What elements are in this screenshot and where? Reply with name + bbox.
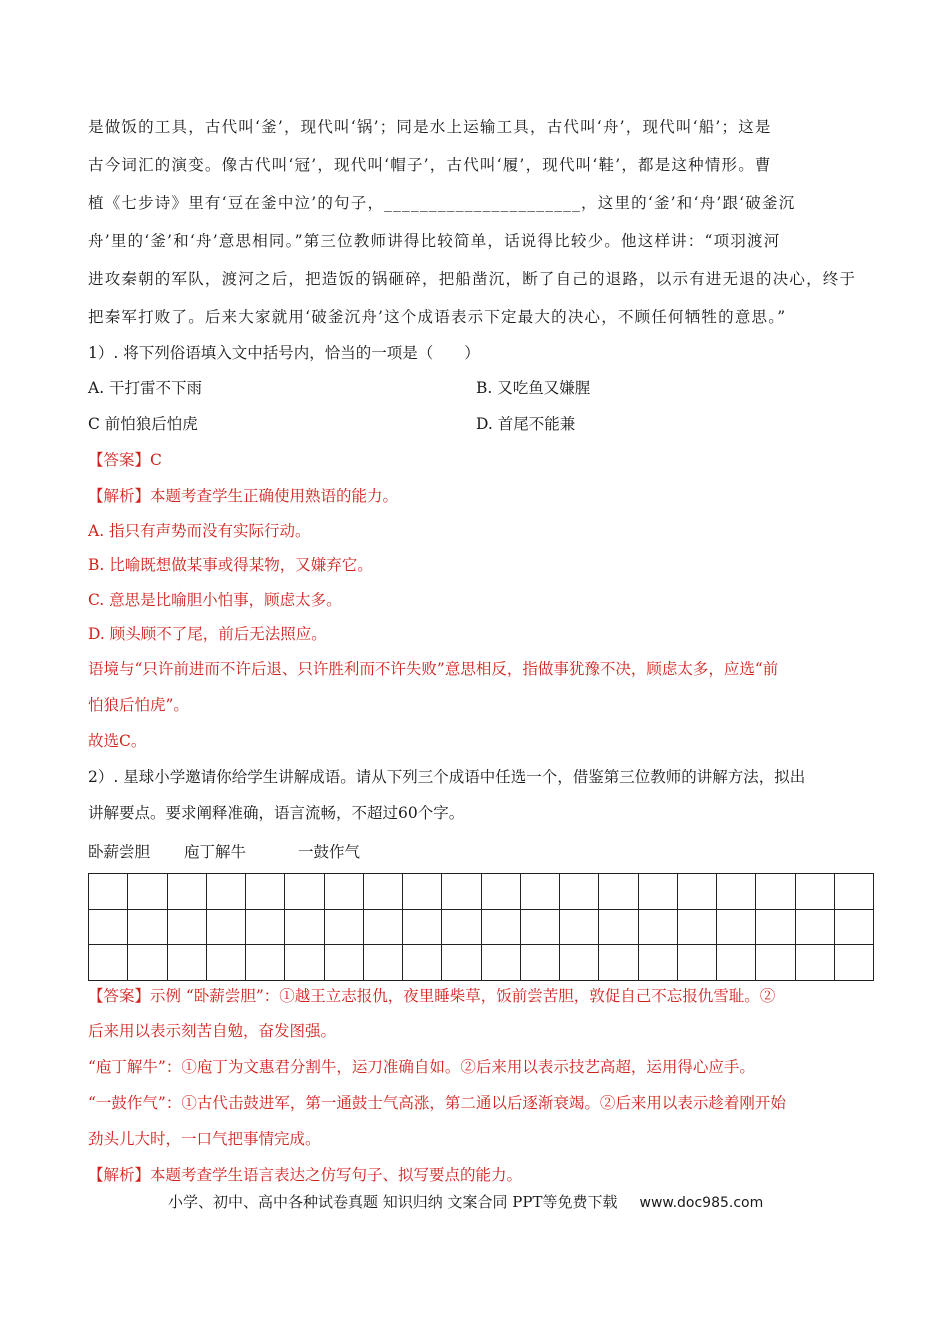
grid-cell[interactable] — [834, 909, 873, 945]
grid-cell[interactable] — [324, 945, 363, 981]
grid-cell[interactable] — [795, 909, 834, 945]
grid-cell[interactable] — [481, 909, 520, 945]
grid-cell[interactable] — [834, 945, 873, 981]
grid-cell[interactable] — [167, 909, 206, 945]
grid-cell[interactable] — [638, 945, 677, 981]
option-a: A. 干打雷不下雨 — [88, 379, 203, 397]
grid-cell[interactable] — [363, 874, 402, 910]
grid-row — [89, 945, 874, 981]
grid-cell[interactable] — [442, 909, 481, 945]
answer-writing-grid[interactable] — [88, 873, 874, 981]
analysis-line: D. 顾头顾不了尾，前后无法照应。 — [88, 625, 327, 643]
analysis-line: A. 指只有声势而没有实际行动。 — [88, 522, 311, 540]
grid-cell[interactable] — [128, 909, 167, 945]
grid-cell[interactable] — [677, 874, 716, 910]
grid-cell[interactable] — [717, 909, 756, 945]
grid-cell[interactable] — [756, 909, 795, 945]
grid-cell[interactable] — [520, 909, 559, 945]
grid-cell[interactable] — [363, 909, 402, 945]
grid-cell[interactable] — [560, 874, 599, 910]
grid-cell[interactable] — [756, 874, 795, 910]
question-1-answer: 【答案】C — [88, 451, 162, 469]
page-footer — [168, 1192, 763, 1213]
question-2-answer: “一鼓作气”：①古代击鼓进军，第一通鼓士气高涨，第二通以后逐渐衰竭。②后来用以表示趁着刚开始 — [88, 1094, 786, 1112]
question-2-answer: 【答案】示例 “卧薪尝胆”：①越王立志报仇，夜里睡柴草，饭前尝苦胆，敦促自己不忘报仇雪耻。② — [88, 987, 776, 1005]
question-2-answer: “庖丁解牛”：①庖丁为文惠君分割牛，运刀准确自如。②后来用以表示技艺高超，运用得心应手。 — [88, 1058, 755, 1076]
question-2-answer: 后来用以表示刻苦自勉，奋发图强。 — [88, 1022, 337, 1040]
grid-cell[interactable] — [89, 909, 128, 945]
question-1-stem: 1）. 将下列俗语填入文中括号内，恰当的一项是（ ） — [88, 344, 480, 362]
grid-cell[interactable] — [167, 874, 206, 910]
grid-cell[interactable] — [795, 874, 834, 910]
grid-cell[interactable] — [795, 945, 834, 981]
idiom-choices — [88, 841, 360, 863]
grid-row — [89, 874, 874, 910]
grid-cell[interactable] — [599, 945, 638, 981]
grid-cell[interactable] — [834, 874, 873, 910]
grid-cell[interactable] — [403, 909, 442, 945]
grid-cell[interactable] — [638, 909, 677, 945]
footer-text: 小学、初中、高中各种试卷真题 知识归纳 文案合同 PPT等免费下载 — [168, 1193, 618, 1211]
grid-cell[interactable] — [89, 874, 128, 910]
grid-cell[interactable] — [560, 909, 599, 945]
question-1-analysis-head: 【解析】本题考查学生正确使用熟语的能力。 — [88, 487, 399, 505]
grid-cell[interactable] — [442, 945, 481, 981]
grid-cell[interactable] — [324, 909, 363, 945]
idiom-2: 庖丁解牛 — [184, 843, 247, 861]
grid-cell[interactable] — [285, 909, 324, 945]
question-2-stem: 2）. 星球小学邀请你给学生讲解成语。请从下列三个成语中任选一个，借鉴第三位教师的讲解方法，拟出 — [88, 768, 806, 786]
grid-cell[interactable] — [677, 945, 716, 981]
analysis-line: 语境与“只许前进而不许后退、只许胜利而不许失败”意思相反，指做事犹豫不决，顾虑太多，应选“前 — [88, 660, 779, 678]
analysis-line: 怕狼后怕虎”。 — [88, 696, 189, 714]
grid-cell[interactable] — [403, 874, 442, 910]
footer-url[interactable]: www.doc985.com — [639, 1195, 764, 1211]
option-c: C 前怕狼后怕虎 — [88, 415, 198, 433]
grid-cell[interactable] — [599, 909, 638, 945]
question-2-analysis: 【解析】本题考查学生语言表达之仿写句子、拟写要点的能力。 — [88, 1166, 523, 1184]
grid-cell[interactable] — [128, 874, 167, 910]
grid-cell[interactable] — [403, 945, 442, 981]
grid-cell[interactable] — [206, 945, 245, 981]
grid-cell[interactable] — [560, 945, 599, 981]
question-2-stem: 讲解要点。要求阐释准确，语言流畅，不超过60个字。 — [88, 804, 465, 822]
grid-cell[interactable] — [206, 874, 245, 910]
grid-row — [89, 909, 874, 945]
grid-cell[interactable] — [206, 909, 245, 945]
idiom-1: 卧薪尝胆 — [88, 843, 151, 861]
question-2-answer: 劲头儿大时，一口气把事情完成。 — [88, 1130, 321, 1148]
passage-line: 植《七步诗》里有‘豆在釜中泣’的句子，______________________，这里的‘釜’和‘舟’跟‘破釜沉 — [88, 194, 796, 212]
grid-cell[interactable] — [442, 874, 481, 910]
grid-cell[interactable] — [481, 945, 520, 981]
grid-cell[interactable] — [246, 909, 285, 945]
grid-cell[interactable] — [363, 945, 402, 981]
passage-line: 是做饭的工具，古代叫‘釜’，现代叫‘锅’；同是水上运输工具，古代叫‘舟’，现代叫‘船’；这是 — [88, 118, 772, 136]
grid-cell[interactable] — [89, 945, 128, 981]
analysis-line: 故选C。 — [88, 732, 147, 750]
grid-cell[interactable] — [520, 874, 559, 910]
passage-line: 古今词汇的演变。像古代叫‘冠’，现代叫‘帽子’，古代叫‘履’，现代叫‘鞋’，都是这种情形。曹 — [88, 156, 772, 174]
option-d: D. 首尾不能兼 — [476, 415, 576, 433]
grid-cell[interactable] — [324, 874, 363, 910]
idiom-3: 一鼓作气 — [298, 843, 361, 861]
option-b: B. 又吃鱼又嫌腥 — [476, 379, 591, 397]
passage-line: 进攻秦朝的军队，渡河之后，把造饭的锅砸碎，把船凿沉，断了自己的退路，以示有进无退的决心，终于 — [88, 270, 857, 288]
grid-cell[interactable] — [285, 874, 324, 910]
grid-cell[interactable] — [128, 945, 167, 981]
passage-line: 舟’里的‘釜’和‘舟’意思相同。”第三位教师讲得比较简单，话说得比较少。他这样讲：“项羽渡河 — [88, 232, 781, 250]
analysis-line: B. 比喻既想做某事或得某物，又嫌弃它。 — [88, 556, 373, 574]
grid-cell[interactable] — [520, 945, 559, 981]
grid-cell[interactable] — [481, 874, 520, 910]
grid-cell[interactable] — [717, 945, 756, 981]
analysis-line: C. 意思是比喻胆小怕事，顾虑太多。 — [88, 591, 342, 609]
grid-cell[interactable] — [599, 874, 638, 910]
grid-cell[interactable] — [246, 945, 285, 981]
grid-cell[interactable] — [285, 945, 324, 981]
grid-cell[interactable] — [717, 874, 756, 910]
grid-cell[interactable] — [756, 945, 795, 981]
passage-line: 把秦军打败了。后来大家就用‘破釜沉舟’这个成语表示下定最大的决心，不顾任何牺牲的意思。” — [88, 308, 787, 326]
grid-cell[interactable] — [638, 874, 677, 910]
grid-cell[interactable] — [677, 909, 716, 945]
grid-cell[interactable] — [167, 945, 206, 981]
grid-cell[interactable] — [246, 874, 285, 910]
